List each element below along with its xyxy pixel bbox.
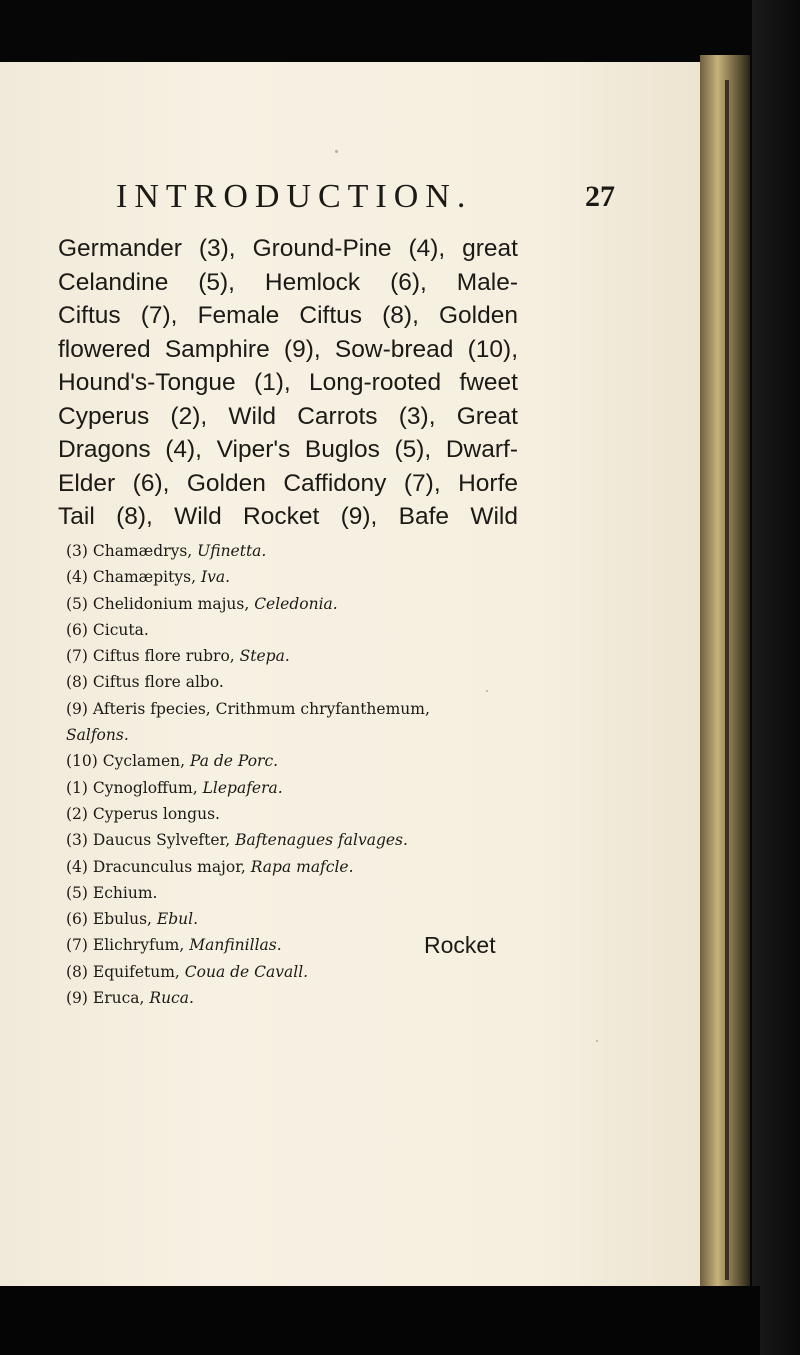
footnote-local-name: Coua de Cavall.	[184, 962, 309, 981]
body-line: Cyperus (2), Wild Carrots (3), Great	[58, 402, 518, 430]
page-number: 27	[585, 180, 615, 213]
footnote-number: (6)	[66, 620, 88, 639]
footnote	[66, 643, 536, 669]
footnote-number: (3)	[66, 831, 88, 850]
footnote-latin-name: Daucus Sylvefter,	[92, 831, 231, 850]
footnote-latin-name: Eruca,	[92, 989, 145, 1008]
body-line: Elder (6), Golden Caffidony (7), Horfe	[58, 469, 518, 497]
footnote-number: (2)	[66, 804, 88, 823]
footnote	[66, 696, 536, 722]
footnote	[66, 801, 536, 827]
catchword: Rocket	[424, 932, 496, 958]
footnote-latin-name: Cyperus longus.	[92, 804, 220, 823]
body-line: Ciftus (7), Female Ciftus (8), Golden	[58, 302, 518, 329]
footnote-local-name: Llepafera.	[202, 778, 283, 797]
footnote	[66, 880, 536, 906]
running-title: INTRODUCTION.	[116, 178, 473, 215]
footnote-latin-name: Echium.	[92, 883, 158, 902]
footnote-latin-name: Dracunculus major,	[92, 857, 246, 876]
footnote-number: (4)	[66, 857, 88, 876]
footnote	[66, 617, 536, 643]
footnote	[66, 538, 536, 564]
footnote-latin-name: Ciftus flore rubro,	[92, 647, 235, 666]
footnote-local-name: Pa de Porc.	[189, 752, 279, 771]
footnote-latin-name: Chelidonium majus,	[92, 594, 250, 613]
footnote	[66, 591, 536, 617]
footnote-number: (6)	[66, 910, 88, 929]
footnote	[66, 906, 536, 932]
footnote-local-name: Rapa mafcle.	[250, 857, 354, 876]
body-line: Celandine (5), Hemlock (6), Male-	[58, 268, 518, 296]
footnote	[66, 854, 536, 880]
footnote-local-name: Manfinillas.	[189, 936, 282, 955]
footnote-local-name: Ruca.	[149, 989, 194, 1008]
footnote-latin-name: Chamædrys,	[92, 542, 193, 560]
footnote	[66, 564, 536, 590]
footnote-number: (5)	[66, 594, 88, 613]
footnote-number: (9)	[66, 699, 88, 718]
footnote-number: (8)	[66, 673, 88, 692]
footnote-number: (7)	[66, 936, 88, 955]
footnote-latin-name: Cicuta.	[92, 620, 149, 639]
footnote-local-name: Salfons.	[66, 726, 129, 745]
footnote-local-name: Celedonia.	[254, 594, 338, 613]
footnote-number: (10)	[66, 752, 98, 771]
footnote-number: (7)	[66, 647, 88, 666]
gutter-stripe	[725, 80, 729, 1280]
footnote-latin-name: Equifetum,	[92, 962, 180, 981]
footnote	[66, 827, 536, 853]
footnote	[66, 985, 536, 1011]
scan-edge-strip	[752, 0, 800, 1355]
body-line: flowered Samphire (9), Sow-bread (10),	[58, 335, 518, 363]
footnote-number: (4)	[66, 568, 88, 587]
footnote-number: (5)	[66, 883, 88, 902]
footnote-local-name: Baftenagues falvages.	[235, 831, 408, 850]
body-line: Germander (3), Ground-Pine (4), great	[58, 235, 518, 262]
footnote-number: (1)	[66, 778, 88, 797]
footnote-local-name: Ebul.	[156, 910, 198, 929]
footnote-latin-name: Cyclamen,	[102, 752, 186, 771]
footnote	[66, 959, 536, 985]
footnote-latin-name: Ciftus flore albo.	[92, 673, 224, 692]
footnote	[66, 775, 536, 801]
footnote-number: (8)	[66, 962, 88, 981]
footnote-local-name: Iva.	[200, 568, 231, 587]
footnote	[66, 748, 536, 774]
body-line: Dragons (4), Viper's Buglos (5), Dwarf-	[58, 436, 518, 463]
footnote-continuation	[66, 722, 536, 748]
body-paragraph	[58, 232, 518, 534]
footnote-latin-name: Cynogloffum,	[92, 778, 198, 797]
body-line: Tail (8), Wild Rocket (9), Bafe Wild	[58, 503, 518, 530]
footnote-latin-name: Elichryfum,	[92, 936, 185, 955]
footnote-local-name: Ufinetta.	[197, 542, 267, 560]
footnote-latin-name: Chamæpitys,	[92, 568, 197, 587]
footnote-local-name: Stepa.	[239, 647, 290, 666]
footnote	[66, 669, 536, 695]
footnote-latin-name: Ebulus,	[92, 910, 152, 929]
footnote-number: (9)	[66, 989, 88, 1008]
body-line: Hound's-Tongue (1), Long-rooted fweet	[58, 369, 518, 396]
footnote-latin-name: Afteris fpecies, Crithmum chryfanthemum,	[92, 699, 430, 718]
footnote-number: (3)	[66, 542, 88, 560]
